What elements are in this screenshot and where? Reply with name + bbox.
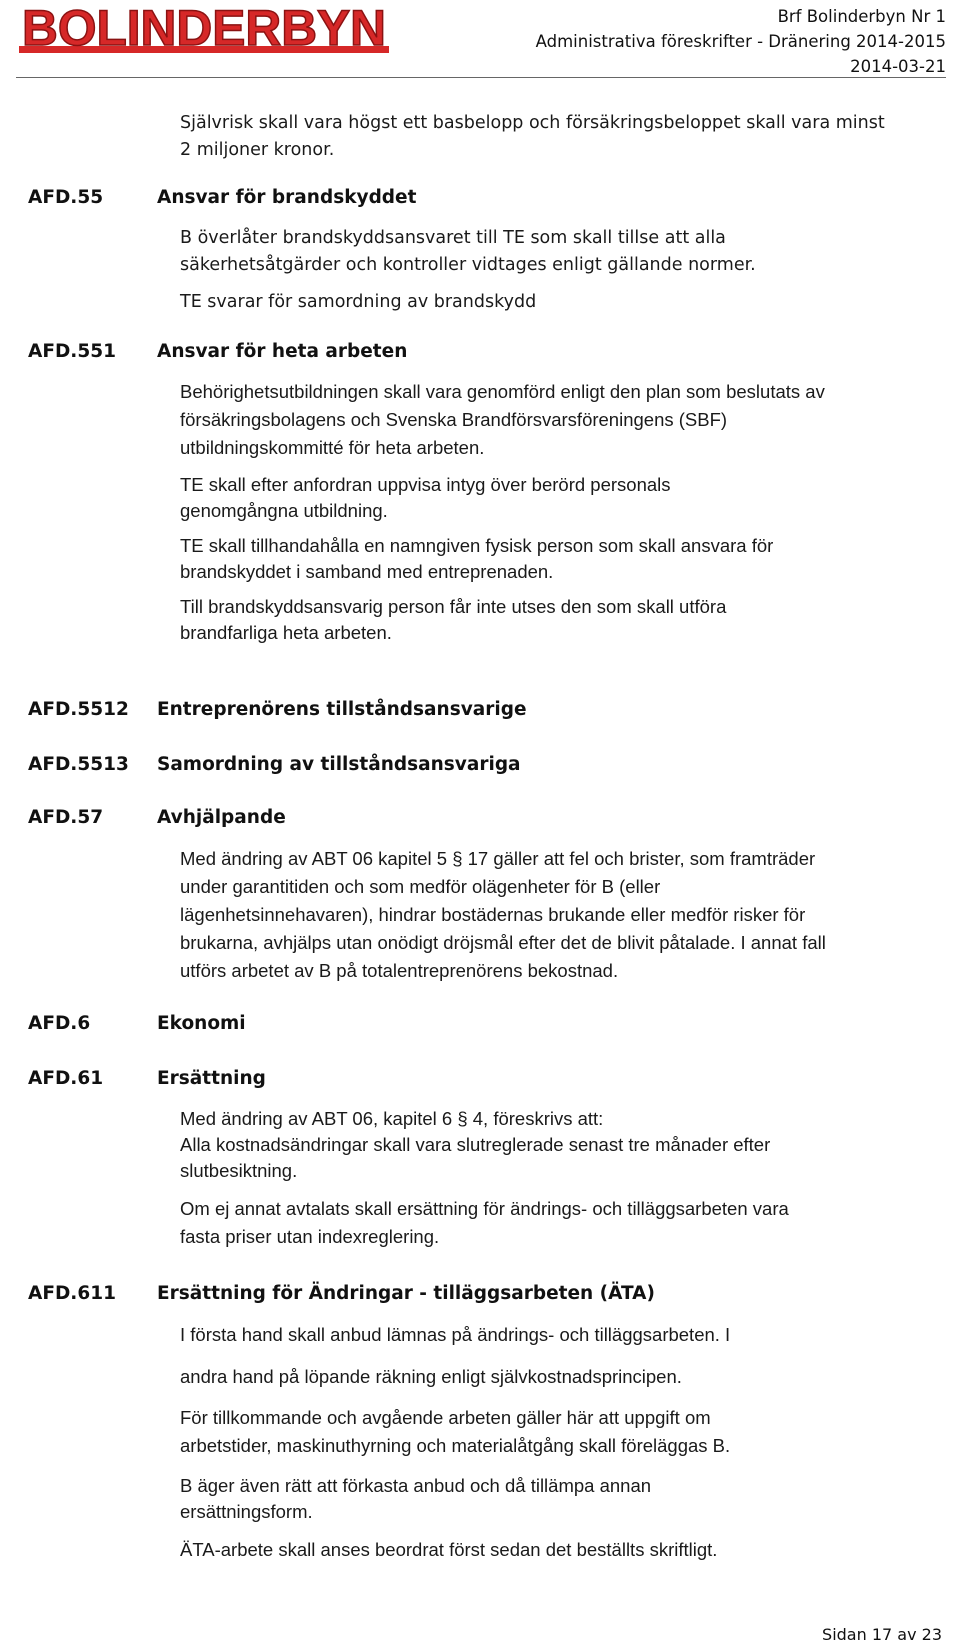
paragraph-line: lägenhetsinnehavaren), hindrar bostädernas brukande eller medför risker för	[180, 904, 806, 925]
paragraph-line: utbildningskommitté för heta arbeten.	[180, 437, 485, 458]
paragraph-line: Med ändring av ABT 06 kapitel 5 § 17 gäller att fel och brister, som framträder	[180, 848, 816, 869]
paragraph-line: brukarna, avhjälps utan onödigt dröjsmål efter det de blivit påtalade. I annat fall	[180, 932, 826, 953]
paragraph-line: försäkringsbolagens och Svenska Brandförsvarsföreningens (SBF)	[180, 409, 728, 430]
page-number: Sidan 17 av 23	[822, 1625, 942, 1644]
section-heading: Ansvar för brandskyddet	[157, 187, 417, 208]
section-code: AFD.55	[28, 187, 104, 208]
paragraph-line: I första hand skall anbud lämnas på ändrings- och tilläggsarbeten. I	[180, 1324, 731, 1345]
section-heading: Samordning av tillståndsansvariga	[157, 754, 521, 775]
logo-text: BOLINDERBYN	[22, 4, 386, 56]
section-code: AFD.5512	[28, 699, 129, 720]
header-info	[536, 4, 946, 79]
section-heading: Ersättning för Ändringar - tilläggsarbeten (ÄTA)	[157, 1283, 655, 1304]
section-code: AFD.611	[28, 1283, 116, 1304]
header-title-line2: Administrativa föreskrifter - Dränering 2014-2015	[535, 32, 946, 51]
section-heading: Entreprenörens tillståndsansvarige	[157, 699, 527, 720]
section-code: AFD.61	[28, 1068, 104, 1089]
section-heading: Ekonomi	[157, 1013, 246, 1034]
section-heading: Avhjälpande	[157, 807, 286, 828]
section-code: AFD.6	[28, 1013, 91, 1034]
section-code: AFD.551	[28, 341, 116, 362]
paragraph-line: ersättningsform.	[180, 1501, 313, 1522]
page-header	[0, 0, 960, 80]
intro-line-2: 2 miljoner kronor.	[180, 140, 335, 160]
section-code: AFD.57	[28, 807, 104, 828]
paragraph-line: TE skall efter anfordran uppvisa intyg över berörd personals	[180, 474, 671, 495]
paragraph-line: Om ej annat avtalats skall ersättning för ändrings- och tilläggsarbeten vara	[180, 1198, 789, 1219]
section-heading: Ansvar för heta arbeten	[157, 341, 408, 362]
paragraph-line: Med ändring av ABT 06, kapitel 6 § 4, föreskrivs att:	[180, 1108, 604, 1129]
paragraph-line: under garantitiden och som medför olägenheter för B (eller	[180, 876, 661, 897]
paragraph-line: andra hand på löpande räkning enligt självkostnadsprincipen.	[180, 1366, 682, 1387]
paragraph-line: utförs arbetet av B på totalentreprenörens bekostnad.	[180, 960, 619, 981]
paragraph-line: brandskyddet i samband med entreprenaden.	[180, 561, 554, 582]
paragraph-line: fasta priser utan indexreglering.	[180, 1226, 440, 1247]
intro-line-1: Självrisk skall vara högst ett basbelopp och försäkringsbeloppet skall vara minst	[180, 113, 885, 133]
paragraph-line: B överlåter brandskyddsansvaret till TE som skall tillse att alla	[180, 228, 726, 248]
paragraph-line: TE svarar för samordning av brandskydd	[180, 292, 537, 312]
paragraph-line: TE skall tillhandahålla en namngiven fysisk person som skall ansvara för	[180, 535, 774, 556]
bolinderbyn-logo	[16, 4, 392, 56]
paragraph-line: B äger även rätt att förkasta anbud och då tillämpa annan	[180, 1475, 652, 1496]
section-heading: Ersättning	[157, 1068, 266, 1089]
header-title-line1: Brf Bolinderbyn Nr 1	[777, 7, 946, 26]
paragraph-line: slutbesiktning.	[180, 1160, 298, 1181]
paragraph-line: Till brandskyddsansvarig person får inte utses den som skall utföra	[180, 596, 727, 617]
paragraph-line: ÄTA-arbete skall anses beordrat först sedan det beställts skriftligt.	[180, 1539, 718, 1560]
section-code: AFD.5513	[28, 754, 129, 775]
paragraph-line: brandfarliga heta arbeten.	[180, 622, 392, 643]
paragraph-line: För tillkommande och avgående arbeten gäller här att uppgift om	[180, 1407, 711, 1428]
header-divider	[16, 77, 946, 78]
paragraph-line: Alla kostnadsändringar skall vara slutreglerade senast tre månader efter	[180, 1134, 771, 1155]
paragraph-line: genomgångna utbildning.	[180, 500, 388, 521]
paragraph-line: Behörighetsutbildningen skall vara genomförd enligt den plan som beslutats av	[180, 381, 825, 402]
header-date: 2014-03-21	[850, 57, 946, 76]
paragraph-line: säkerhetsåtgärder och kontroller vidtages enligt gällande normer.	[180, 255, 756, 275]
paragraph-line: arbetstider, maskinuthyrning och materialåtgång skall föreläggas B.	[180, 1435, 731, 1456]
